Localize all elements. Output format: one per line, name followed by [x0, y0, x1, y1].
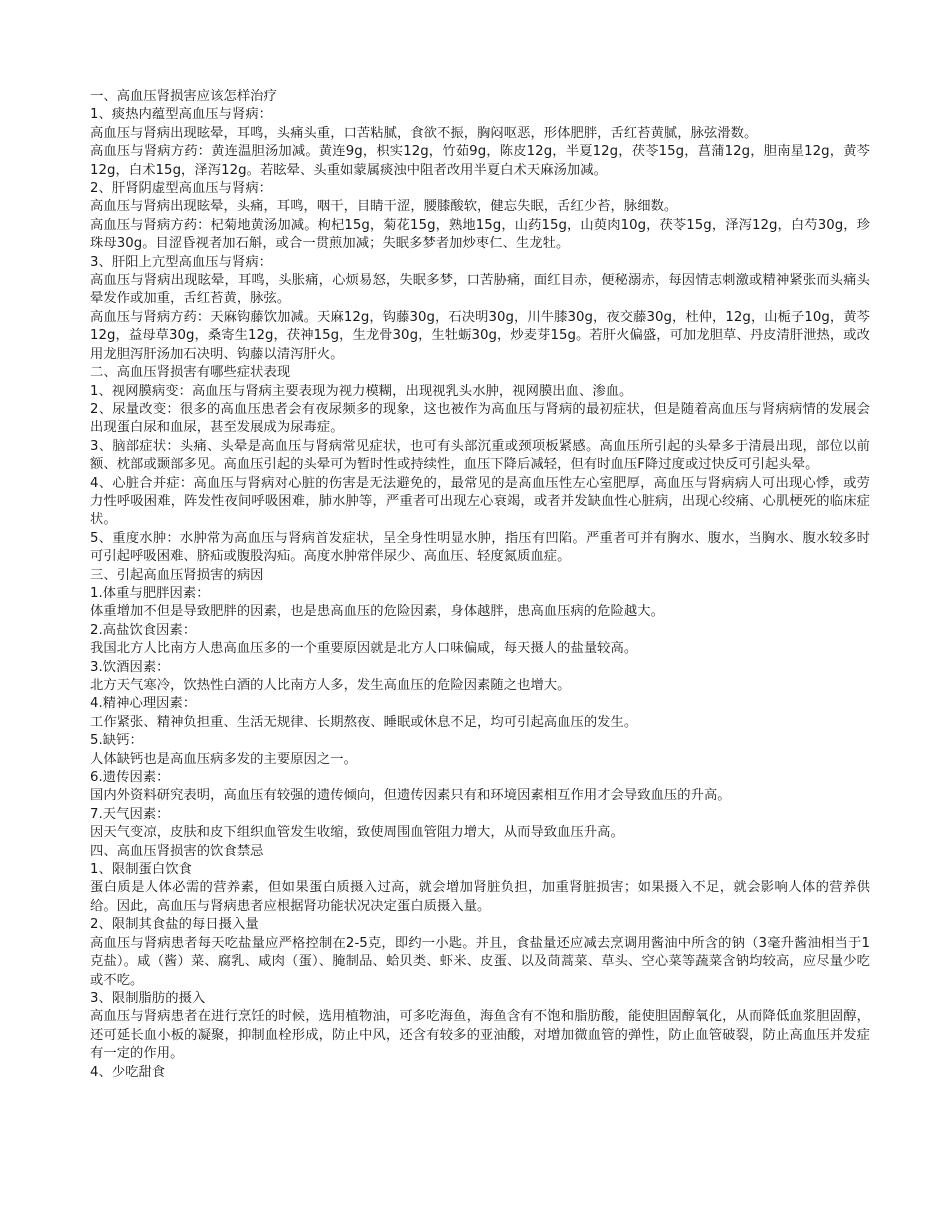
paragraph: 我国北方人比南方人患高血压多的一个重要原因就是北方人口味偏咸，每天摄人的盐量较高。: [90, 641, 638, 657]
paragraph: 高血压与肾病出现眩晕，耳鸣，头胀痛，心烦易怒，失眠多梦，口苦胁痛，面红目赤，便秘溺赤，每因情志刺激或精神紧张而头痛头晕发作或加重，舌红苔黄，脉弦。: [90, 273, 870, 307]
subheading: 1.体重与肥胖因素：: [90, 585, 210, 601]
subheading: 4、少吃甜食: [90, 1064, 166, 1080]
subheading: 3、肝阳上亢型高血压与肾病：: [90, 254, 273, 270]
paragraph: 高血压与肾病方药：黄连温胆汤加减。黄连9g，枳实12g，竹茹9g，陈皮12g，半夏12g，茯苓15g，菖蒲12g，胆南星12g，黄芩12g，白术15g，泽泻12g。若眩晕、头重如蒙属痰浊中阻者改用半夏白术天麻汤加减。: [90, 144, 870, 178]
subheading: 2、限制其食盐的每日摄入量: [90, 917, 259, 933]
paragraph: 1、视网膜病变：高血压与肾病主要表现为视力模糊，出现视乳头水肿，视网膜出血、渗血。: [90, 383, 633, 399]
paragraph: 高血压与肾病患者在进行烹饪的时候，选用植物油，可多吃海鱼，海鱼含有不饱和脂肪酸，能使胆固醇氧化，从而降低血浆胆固醇，还可延长血小板的凝聚，抑制血栓形成，防止中风，还含有较多的亚油酸，对增加微血管的弹性，防止血管破裂，防止高血压并发症有一定的作用。: [90, 1009, 870, 1062]
paragraph: 工作紧张、精神负担重、生活无规律、长期熬夜、睡眠或休息不足，均可引起高血压的发生。: [90, 714, 638, 730]
subheading: 3.饮酒因素：: [90, 659, 170, 675]
section-heading: 一、高血压肾损害应该怎样治疗: [90, 89, 277, 104]
subheading: 6.遗传因素：: [90, 770, 170, 786]
section-heading: 四、高血压肾损害的饮食禁忌: [90, 843, 264, 859]
subheading: 5.缺钙：: [90, 733, 143, 749]
subheading: 2、肝肾阴虚型高血压与肾病：: [90, 181, 273, 197]
section-heading: 三、引起高血压肾损害的病因: [90, 567, 264, 583]
paragraph: 高血压与肾病方药：杞菊地黄汤加减。枸杞15g，菊花15g，熟地15g，山药15g，山萸肉10g，茯苓15g，泽泻12g，白芍30g，珍珠母30g。目涩昏视者加石斛，或合一贯煎加减；失眠多梦者加炒枣仁、生龙牡。: [90, 217, 870, 252]
paragraph: 因天气变凉，皮肤和皮下组织血管发生收缩，致使周围血管阻力增大，从而导致血压升高。: [90, 825, 624, 841]
paragraph: 3、脑部症状：头痛、头晕是高血压与肾病常见症状，也可有头部沉重或颈项板紧感。高血压所引起的头晕多于清晨出现，部位以前额、枕部或颞部多见。高血压引起的头晕可为暂时性或持续性，血压下降后减轻，但有时血压F降过度或过快反可引起头晕。: [90, 438, 870, 473]
paragraph: 人体缺钙也是高血压病多发的主要原因之一。: [90, 751, 357, 767]
subheading: 3、限制脂肪的摄入: [90, 990, 206, 1006]
paragraph: 高血压与肾病方药：天麻钩藤饮加减。天麻12g，钩藤30g，石决明30g，川牛膝30g，夜交藤30g，杜仲，12g，山栀子10g，黄芩12g，益母草30g，桑寄生12g，茯神15g，生龙骨30g，生牡蛎30g，炒麦芽15g。若肝火偏盛，可加龙胆草、丹皮清肝泄热，或改用龙胆泻肝汤加石决明、钩藤以清泻肝火。: [90, 309, 870, 362]
subheading: 4.精神心理因素：: [90, 696, 197, 712]
document-body: [90, 88, 870, 1082]
paragraph: 高血压与肾病出现眩晕，头痛，耳鸣，咽干，目睛干涩，腰膝酸软，健忘失眠，舌红少苔，脉细数。: [90, 199, 678, 215]
subheading: 1、痰热内蕴型高血压与肾病：: [90, 107, 273, 123]
subheading: 2.高盐饮食因素：: [90, 622, 197, 638]
paragraph: 国内外资料研究表明，高血压有较强的遗传倾向，但遗传因素只有和环境因素相互作用才会导致血压的升高。: [90, 788, 731, 804]
section-heading: 二、高血压肾损害有哪些症状表现: [90, 365, 291, 381]
paragraph: 高血压与肾病患者每天吃盐量应严格控制在2-5克，即约一小匙。并且，食盐量还应减去烹调用酱油中所含的钠（3毫升酱油相当于1克盐）。咸（酱）菜、腐乳、咸肉（蛋）、腌制品、蛤贝类、虾米、皮蛋、以及茼蒿菜、草头、空心菜等蔬菜含钠均较高，应尽量少吃或不吃。: [90, 935, 870, 988]
subheading: 1、限制蛋白饮食: [90, 862, 192, 878]
paragraph: 蛋白质是人体必需的营养素，但如果蛋白质摄入过高，就会增加肾脏负担，加重肾脏损害；如果摄入不足，就会影响人体的营养供给。因此，高血压与肾病患者应根据肾功能状况决定蛋白质摄入量。: [90, 880, 870, 914]
paragraph: 高血压与肾病出现眩晕，耳鸣，头痛头重，口苦粘腻，食欲不振，胸闷呕恶，形体肥胖，舌红苔黄腻，脉弦滑数。: [90, 125, 758, 141]
paragraph: 5、重度水肿：水肿常为高血压与肾病首发症状，呈全身性明显水肿，指压有凹陷。严重者可并有胸水、腹水，当胸水、腹水较多时可引起呼吸困难、脐疝或腹股沟疝。高度水肿常伴尿少、高血压、轻度氮质血症。: [90, 530, 870, 565]
paragraph: 北方天气寒冷，饮热性白酒的人比南方人多，发生高血压的危险因素随之也增大。: [90, 678, 571, 693]
paragraph: 2、尿量改变：很多的高血压患者会有夜尿频多的现象，这也被作为高血压与肾病的最初症状，但是随着高血压与肾病病情的发展会出现蛋白尿和血尿，甚至发展成为尿毒症。: [90, 401, 870, 436]
subheading: 7.天气因素：: [90, 806, 170, 822]
paragraph: 4、心脏合并症：高血压与肾病对心脏的伤害是无法避免的，最常见的是高血压性左心室肥厚，高血压与肾病病人可出现心悸，或劳力性呼吸困难，阵发性夜间呼吸困难，肺水肿等，严重者可出现左心衰竭，或者并发缺血性心脏病，出现心绞痛、心肌梗死的临床症状。: [90, 475, 870, 528]
paragraph: 体重增加不但是导致肥胖的因素，也是患高血压的危险因素，身体越胖，患高血压病的危险越大。: [90, 604, 664, 620]
